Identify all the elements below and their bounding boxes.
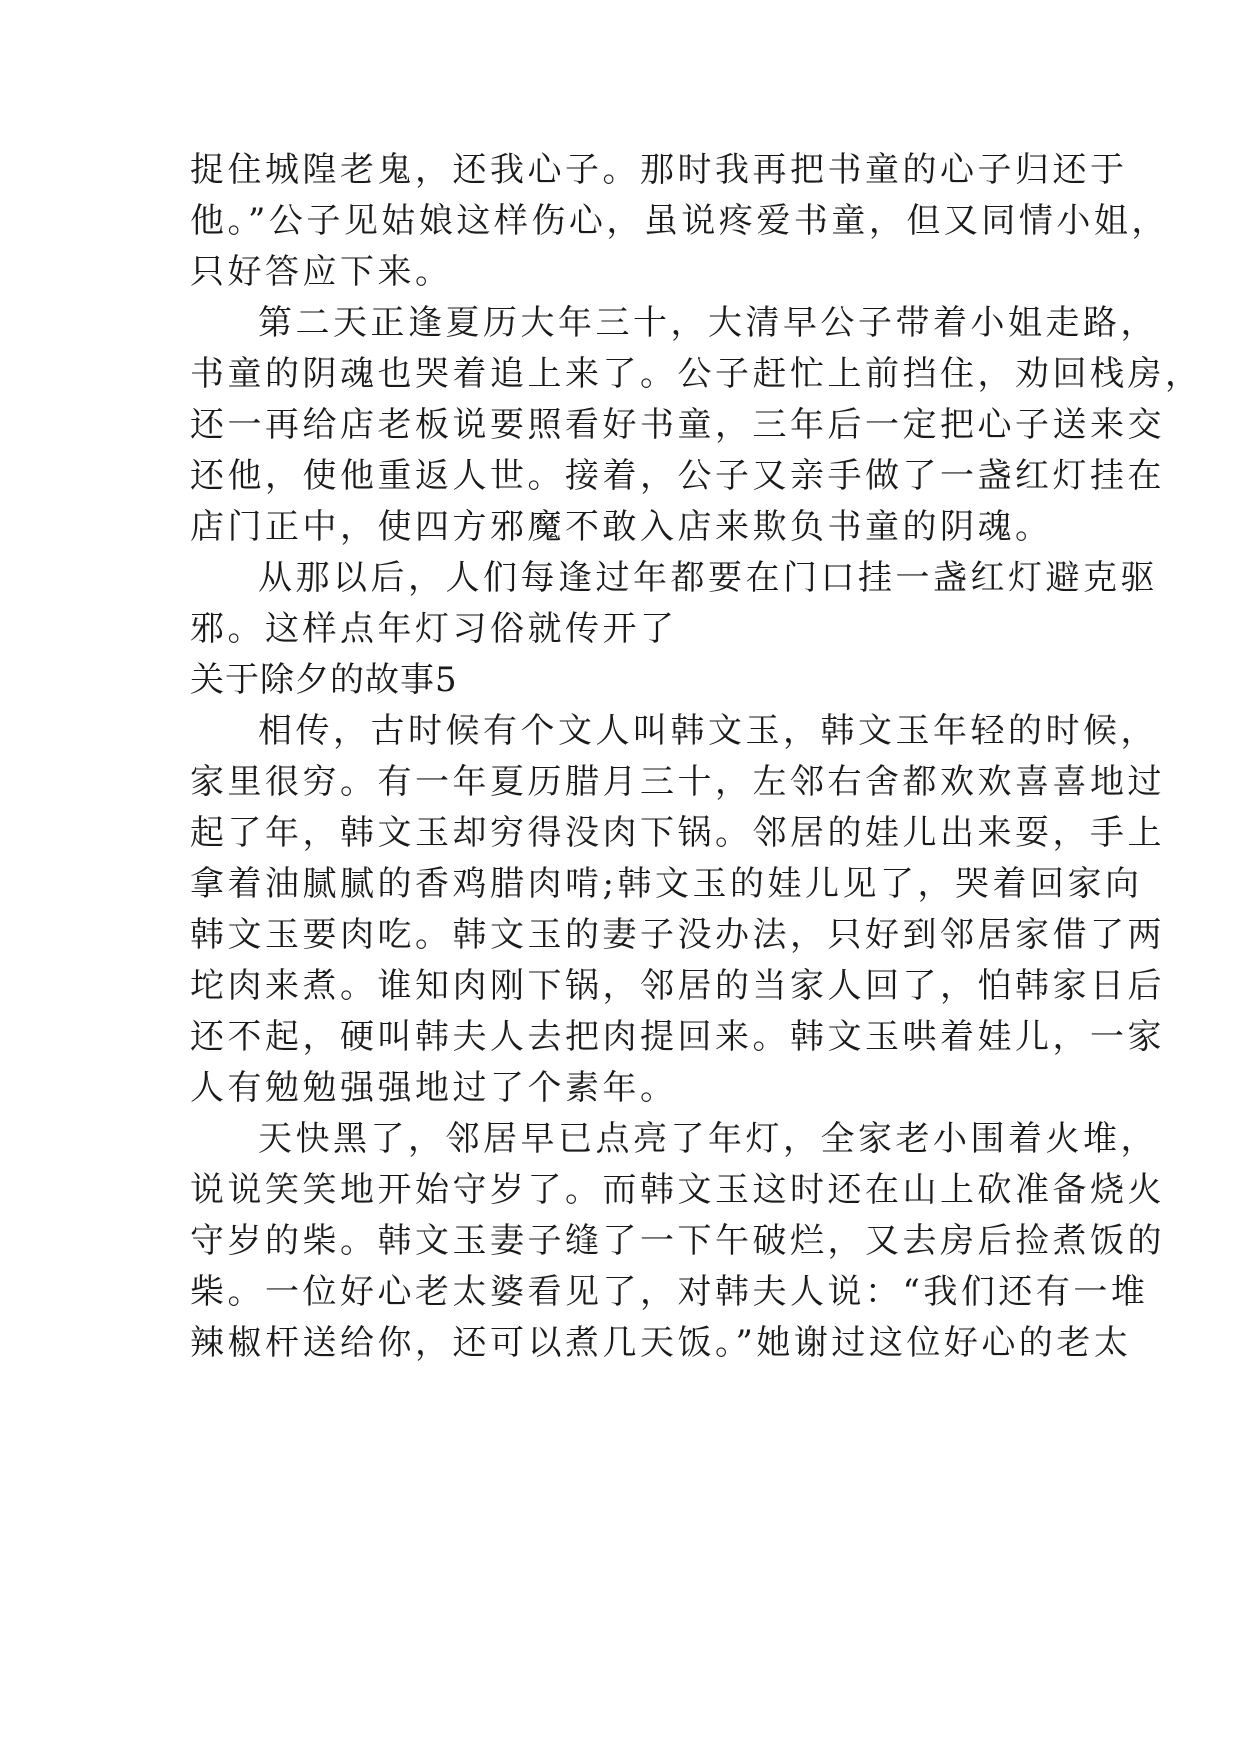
text-line: 书童的阴魂也哭着追上来了。公子赶忙上前挡住，劝回栈房， bbox=[190, 354, 1203, 394]
text-line: 捉住城隍老鬼，还我心子。那时我再把书童的心子归还于 bbox=[190, 150, 1128, 190]
text-line: 他。”公子见姑娘这样伤心，虽说疼爱书童，但又同情小姐， bbox=[190, 201, 1169, 241]
text-line: 拿着油腻腻的香鸡腊肉啃;韩文玉的娃儿见了，哭着回家向 bbox=[190, 864, 1143, 904]
text-line: 韩文玉要肉吃。韩文玉的妻子没办法，只好到邻居家借了两 bbox=[190, 915, 1165, 955]
paragraph-first-line: 第二天正逢夏历大年三十，大清早公子带着小姐走路， bbox=[258, 303, 1158, 343]
text-line: 起了年，韩文玉却穷得没肉下锅。邻居的娃儿出来耍，手上 bbox=[190, 813, 1165, 853]
text-line: 还不起，硬叫韩夫人去把肉提回来。韩文玉哄着娃儿，一家 bbox=[190, 1017, 1165, 1057]
text-line: 店门正中，使四方邪魔不敢入店来欺负书童的阴魂。 bbox=[190, 507, 1053, 547]
text-line: 还一再给店老板说要照看好书童，三年后一定把心子送来交 bbox=[190, 405, 1165, 445]
text-line: 人有勉勉强强地过了个素年。 bbox=[190, 1068, 678, 1108]
text-line: 辣椒杆送给你，还可以煮几天饭。”她谢过这位好心的老太 bbox=[190, 1323, 1132, 1363]
paragraph-first-line: 天快黑了，邻居早已点亮了年灯，全家老小围着火堆， bbox=[258, 1119, 1158, 1159]
text-line: 还他，使他重返人世。接着，公子又亲手做了一盏红灯挂在 bbox=[190, 456, 1165, 496]
text-line: 说说笑笑地开始守岁了。而韩文玉这时还在山上砍准备烧火 bbox=[190, 1170, 1165, 1210]
text-line: 只好答应下来。 bbox=[190, 252, 453, 292]
text-line: 邪。这样点年灯习俗就传开了 bbox=[190, 609, 678, 649]
section-heading: 关于除夕的故事5 bbox=[190, 660, 458, 700]
text-line: 坨肉来煮。谁知肉刚下锅，邻居的当家人回了，怕韩家日后 bbox=[190, 966, 1165, 1006]
text-line: 柴。一位好心老太婆看见了，对韩夫人说：“我们还有一堆 bbox=[190, 1272, 1149, 1312]
text-line: 守岁的柴。韩文玉妻子缝了一下午破烂，又去房后捡煮饭的 bbox=[190, 1221, 1165, 1261]
paragraph-first-line: 从那以后，人们每逢过年都要在门口挂一盏红灯避克驱 bbox=[258, 558, 1158, 598]
paragraph-first-line: 相传，古时候有个文人叫韩文玉，韩文玉年轻的时候， bbox=[258, 711, 1158, 751]
text-line: 家里很穷。有一年夏历腊月三十，左邻右舍都欢欢喜喜地过 bbox=[190, 762, 1165, 802]
